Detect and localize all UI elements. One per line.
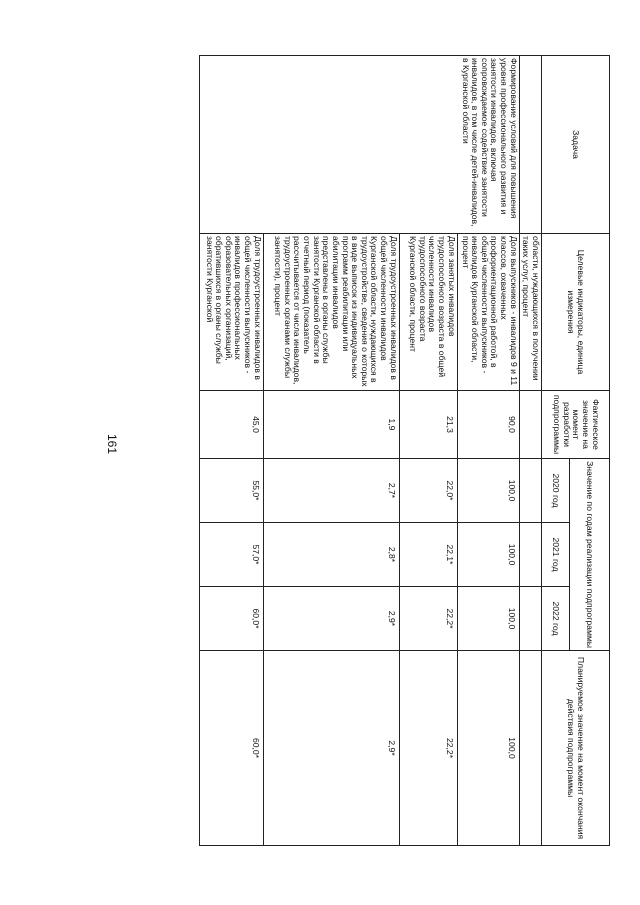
header-by-years: Значение по годам реализации подпрограммы [570, 459, 610, 651]
table-row [457, 56, 519, 846]
header-year-2020: 2020 год [542, 459, 570, 523]
actual-value: 45,0 [199, 391, 263, 459]
actual-value: 21,3 [399, 391, 457, 459]
indicator-cell: Доля трудоустроенных инвалидов в общей численности выпускников - инвалидов профессиональных образовательных организаций, обратившихся в органы службы занятости Курганской [199, 234, 263, 391]
planned-value: 100,0 [457, 651, 519, 846]
value-2021: 57,0* [199, 523, 263, 587]
value-2020: 22,0* [399, 459, 457, 523]
value-2022: 2,9* [263, 587, 399, 651]
planned-value: 60,0* [199, 651, 263, 846]
value-2020: 100,0 [457, 459, 519, 523]
continuation-cell [519, 651, 541, 846]
task-cell: Формирование условий для повышения уровня профессионального развития и занятости инвалидов, включая сопровождаемое содействие занятости инвалидов, в том числе детей-инвалидов, в Курганской области [199, 56, 519, 234]
continuation-cell [519, 587, 541, 651]
header-year-2022: 2022 год [542, 587, 570, 651]
page-number: 161 [105, 433, 120, 455]
continuation-cell [519, 459, 541, 523]
continuation-cell [519, 391, 541, 459]
header-actual: Фактическое значение на момент разработки подпрограммы [542, 391, 610, 459]
continuation-indicator: области, нуждающихся в получении таких услуг, процент [519, 234, 541, 391]
header-year-2021: 2021 год [542, 523, 570, 587]
value-2021: 2,8* [263, 523, 399, 587]
indicator-cell: Доля занятых инвалидов трудоспособного возраста в общей численности инвалидов трудоспособного возраста Курганской области, процент [399, 234, 457, 391]
actual-value: 90,0 [457, 391, 519, 459]
continuation-task-cell [519, 56, 541, 234]
planned-value: 2,9* [263, 651, 399, 846]
header-indicators: Целевые индикаторы, единица измерения [542, 234, 610, 391]
indicator-cell: Доля трудоустроенных инвалидов в общей численности инвалидов Курганской области, нуждающихся в трудоустройстве, сведения о которых в виде выписок из индивидуальных программ реабилитации или абилитации инвалидов представлены в органы службы занятости Курганской области в отчетный период (показатель рассчитывается от числа инвалидов, трудоустроенных органами службы занятости), процент [263, 234, 399, 391]
value-2022: 60,0* [199, 587, 263, 651]
value-2020: 2,7* [263, 459, 399, 523]
header-planned: Планируемое значение на момент окончания действия подпрограммы [542, 651, 610, 846]
value-2021: 100,0 [457, 523, 519, 587]
actual-value: 1,9 [263, 391, 399, 459]
value-2021: 22,1* [399, 523, 457, 587]
planned-value: 22,2* [399, 651, 457, 846]
value-2022: 22,2* [399, 587, 457, 651]
indicators-table [199, 55, 610, 846]
indicator-cell: Доля выпускников - инвалидов 9 и 11 классов, охваченных профориентационной работой, в общей численности выпускников - инвалидов Курганской области, процент [457, 234, 519, 391]
header-task: Задача [542, 56, 610, 234]
rotated-table-area [115, 55, 610, 845]
continuation-cell [519, 523, 541, 587]
value-2022: 100,0 [457, 587, 519, 651]
value-2020: 55,0* [199, 459, 263, 523]
table-wrapper [115, 55, 610, 845]
